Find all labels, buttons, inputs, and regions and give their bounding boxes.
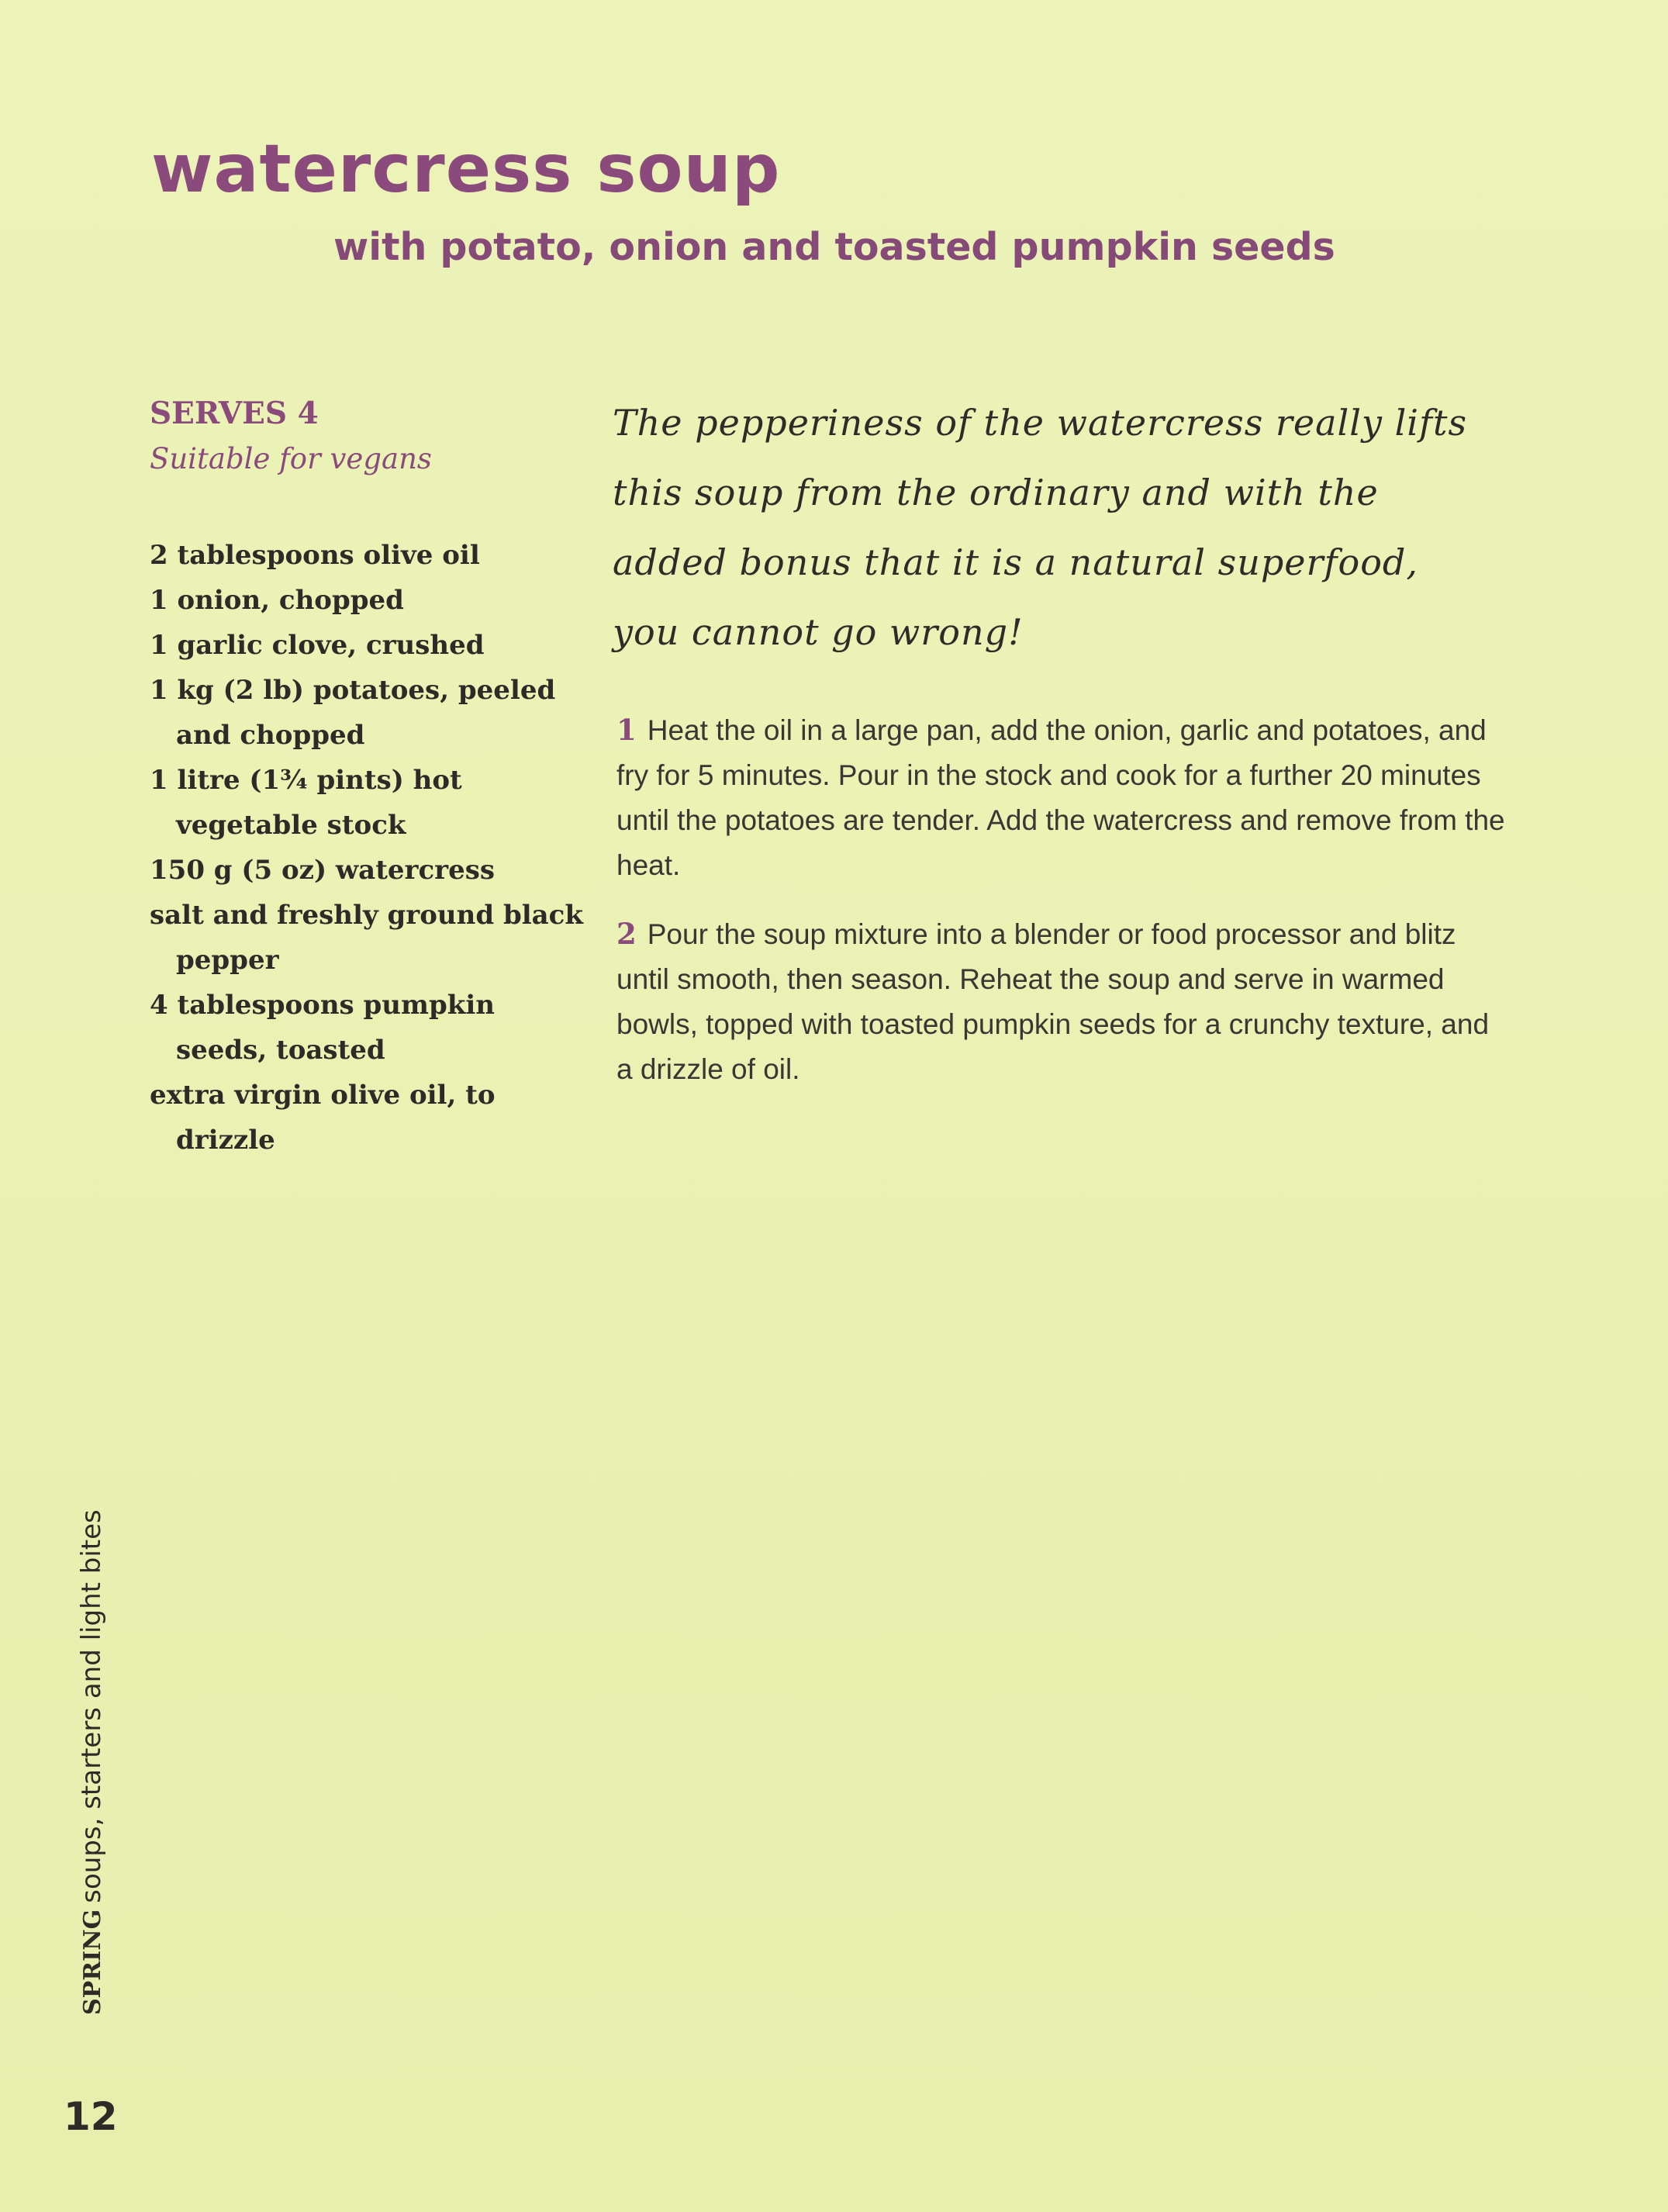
ingredient-item: 1 kg (2 lb) potatoes, peeled and chopped <box>150 675 556 751</box>
recipe-subtitle: with potato, onion and toasted pumpkin seeds <box>333 225 1335 269</box>
section-title: soups, starters and light bites <box>76 1509 107 1903</box>
ingredient-item: 2 tablespoons olive oil <box>150 540 480 571</box>
section-season: SPRING <box>79 1909 106 2015</box>
method-steps <box>616 707 1508 1115</box>
ingredient-item: 150 g (5 oz) watercress <box>150 855 495 886</box>
step-number: 1 <box>616 713 637 747</box>
ingredient-item: 4 tablespoons pumpkin seeds, toasted <box>150 990 495 1066</box>
ingredient-item: 1 garlic clove, crushed <box>150 630 485 661</box>
suitable-note: Suitable for vegans <box>150 442 432 475</box>
handwritten-intro: The pepperiness of the watercress really lifts this soup from the ordinary and with the added bonus that it is a natural superfood, you cannot go wrong! <box>613 402 1468 653</box>
step-text: Heat the oil in a large pan, add the onion, garlic and potatoes, and fry for 5 minutes. Pour in the stock and cook for a further 20 minutes until the potatoes are tender. Add the watercress and remove from the heat. <box>616 714 1505 881</box>
step-text: Pour the soup mixture into a blender or food processor and blitz until smooth, then season. Reheat the soup and serve in warmed bowls, topped with toasted pumpkin seeds for a crunchy texture, and a drizzle of oil. <box>616 918 1490 1085</box>
serves-label: SERVES 4 <box>150 396 319 431</box>
ingredient-list <box>150 533 584 1163</box>
page-number: 12 <box>64 2094 118 2139</box>
method-step <box>616 911 1508 1092</box>
ingredient-item: salt and freshly ground black pepper <box>150 900 583 976</box>
ingredient-item: 1 litre (1¾ pints) hot vegetable stock <box>150 765 462 841</box>
ingredient-item: 1 onion, chopped <box>150 585 404 616</box>
ingredient-item: extra virgin olive oil, to drizzle <box>150 1080 496 1156</box>
section-label <box>76 1509 107 2015</box>
step-number: 2 <box>616 917 637 951</box>
recipe-title: watercress soup <box>151 130 781 208</box>
method-step <box>616 707 1508 888</box>
